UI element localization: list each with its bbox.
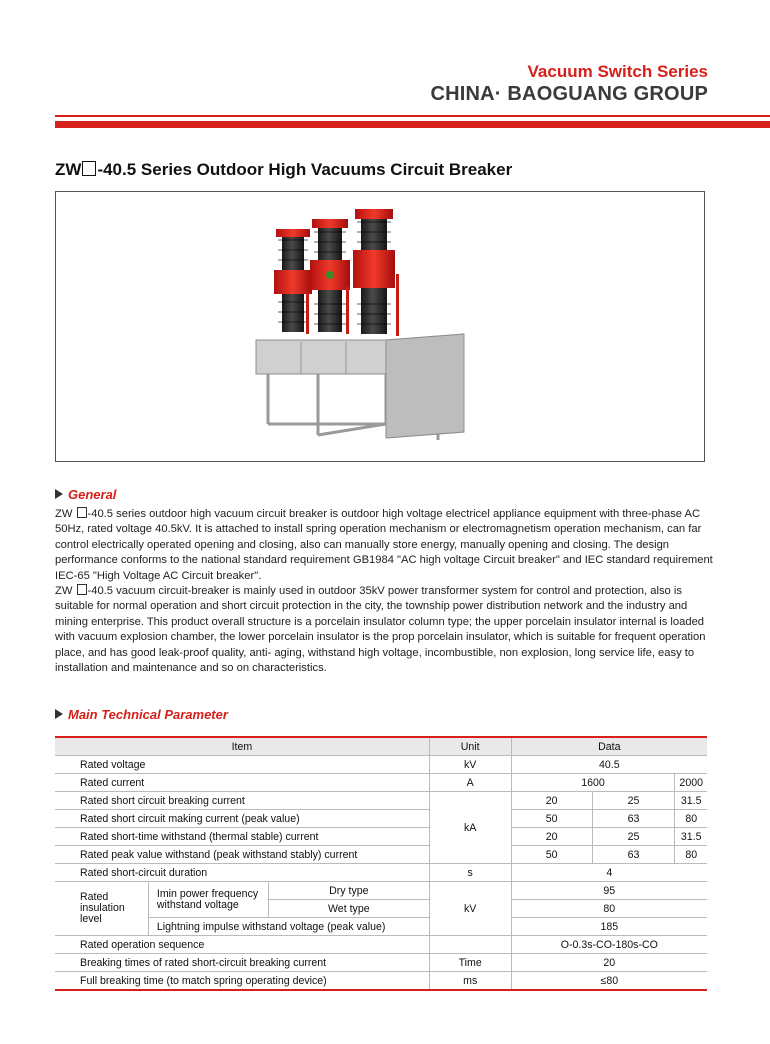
table-row: Rated short circuit making current (peak value) 50 63 80: [55, 810, 707, 828]
header-rule-thin: [55, 115, 770, 117]
general-text: [55, 507, 713, 676]
general-paragraph-1: ZW -40.5 series outdoor high vacuum circuit breaker is outdoor high voltage electricel appliance equipment with three-phase AC 50Hz, rated voltage 40.5kV. It is attached to install spring operation mechanism or electromagnetism operation mechanism, can far control electrically operated opening and closing, also can manually store energy, manually opening and closing. The design performance conforms to the national standard requirement GB1984 "AC high voltage Circuit breaker" and IEC standard requirement IEC-65 "High Voltage AC Circuit breaker".: [55, 508, 713, 582]
col-header-item: Item: [55, 737, 429, 756]
header-series: Vacuum Switch Series: [527, 62, 708, 81]
table-row: Full breaking time (to match spring operating device) ms ≤80: [55, 972, 707, 991]
page-title: [55, 160, 512, 180]
table-row: Rated operation sequence O-0.3s-CO-180s-CO: [55, 936, 707, 954]
table-row: Rated insulation level Imin power frequency withstand voltage Dry type kV 95: [55, 882, 707, 900]
table-row: Rated short-time withstand (thermal stable) current 20 25 31.5: [55, 828, 707, 846]
triangle-bullet-icon: [55, 489, 63, 499]
table-row: Rated short circuit breaking current kA 20 25 31.5: [55, 792, 707, 810]
circuit-breaker-illustration: [56, 192, 704, 461]
table-row: Breaking times of rated short-circuit breaking current Time 20: [55, 954, 707, 972]
placeholder-box: [77, 584, 87, 595]
title-suffix: -40.5 Series Outdoor High Vacuums Circuit Breaker: [97, 160, 513, 179]
placeholder-box: [82, 161, 96, 176]
placeholder-box: [77, 507, 87, 518]
table-row: Rated peak value withstand (peak withstand stably) current 50 63 80: [55, 846, 707, 864]
table-row: Rated voltage kV 40.5: [55, 756, 707, 774]
table-row: Wet type 80: [55, 900, 707, 918]
triangle-bullet-icon: [55, 709, 63, 719]
header-group: CHINA· BAOGUANG GROUP: [430, 83, 708, 105]
parameter-table: [55, 736, 707, 991]
header-rule-thick: [55, 121, 770, 128]
title-prefix: ZW: [55, 160, 82, 179]
col-header-unit: Unit: [429, 737, 511, 756]
table-header-row: [55, 737, 707, 756]
general-paragraph-2: ZW -40.5 vacuum circuit-breaker is mainly used in outdoor 35kV power transformer system for control and protection, also is suitable for normal operation and short circuit protection in the city, the township power distribution network and the industry and mining enterprise. This product overall structure is a porcelain insulator column type; the upper porcelain insulator internal is loaded with vacuum explosion chamber, the lower porcelain insulator is the prop porcelain insulator, which is suitable for frequent operation place, and has good leak-proof quality, anti- aging, withstand high voltage, incombustible, non explosion, long service life, easy to installation and maintenance and so on characteristics.: [55, 585, 706, 675]
table-row: Lightning impulse withstand voltage (peak value) 185: [55, 918, 707, 936]
general-heading: General: [55, 487, 116, 502]
col-header-data: Data: [511, 737, 707, 756]
product-photo-frame: [55, 191, 705, 462]
table-row: Rated short-circuit duration s 4: [55, 864, 707, 882]
params-heading: Main Technical Parameter: [55, 707, 228, 722]
table-row: Rated current A 1600 2000: [55, 774, 707, 792]
